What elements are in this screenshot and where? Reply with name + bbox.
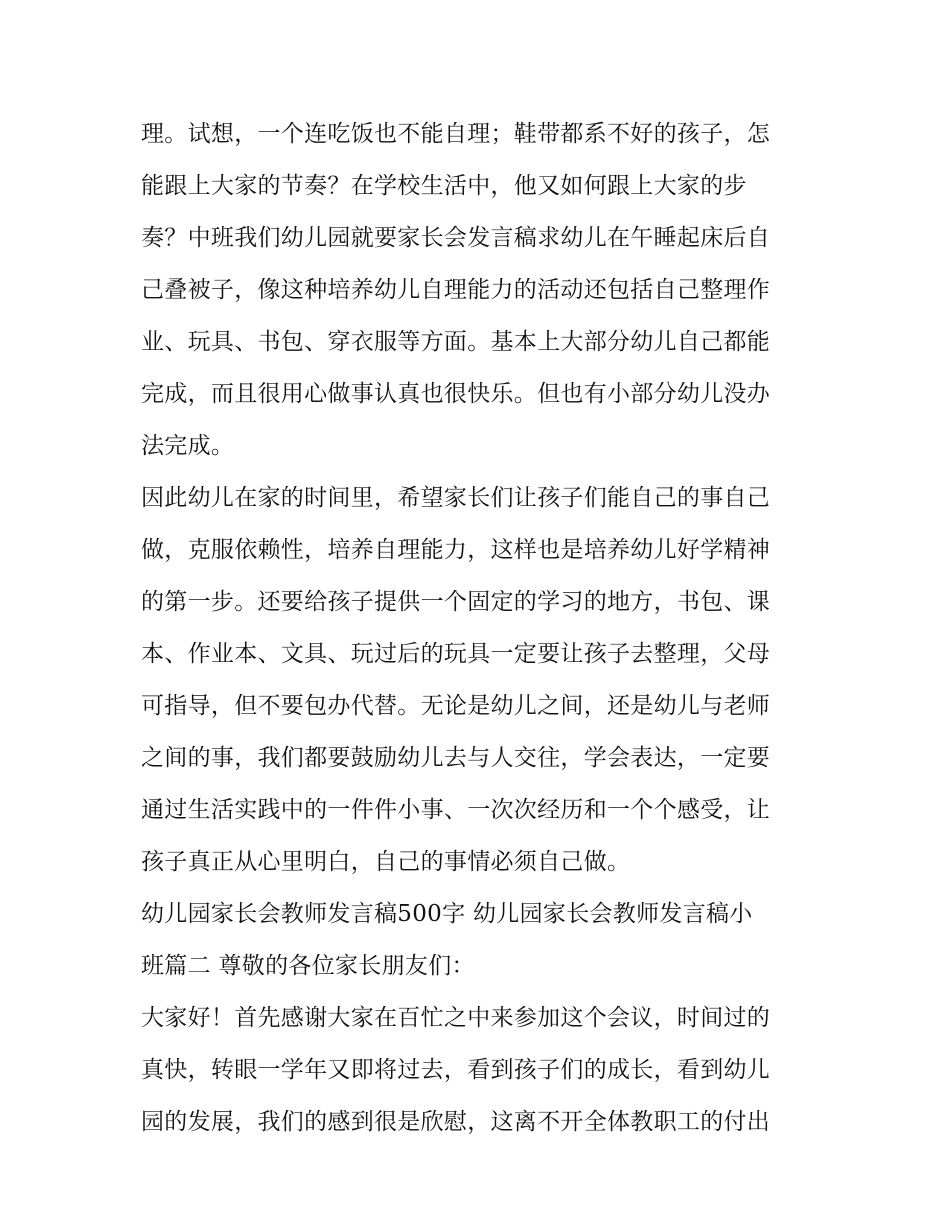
- document-body: [141, 108, 821, 1148]
- text-line: 业、玩具、书包、穿衣服等方面。基本上大部分幼儿自己都能: [141, 329, 771, 355]
- text-line: 可指导，但不要包办代替。无论是幼儿之间，还是幼儿与老师: [141, 693, 771, 719]
- text-line: 法完成。: [141, 433, 235, 459]
- text-line: 孩子真正从心里明白，自己的事情必须自己做。: [141, 849, 631, 875]
- text-line: 园的发展，我们的感到很是欣慰，这离不开全体教职工的付出: [141, 1109, 771, 1135]
- text-line: 理。试想，一个连吃饭也不能自理；鞋带都系不好的孩子，怎: [141, 121, 771, 147]
- text-line: 本、作业本、文具、玩过后的玩具一定要让孩子去整理，父母: [141, 641, 771, 667]
- text-line: 大家好！首先感谢大家在百忙之中来参加这个会议，时间过的: [141, 1005, 771, 1031]
- text-line: 能跟上大家的节奏？在学校生活中，他又如何跟上大家的步: [141, 173, 747, 199]
- text-line: 因此幼儿在家的时间里，希望家长们让孩子们能自己的事自己: [141, 485, 771, 511]
- text-line: 己叠被子，像这种培养幼儿自理能力的活动还包括自己整理作: [141, 277, 771, 303]
- text-line: 之间的事，我们都要鼓励幼儿去与人交往，学会表达，一定要: [141, 745, 771, 771]
- text-line: 真快，转眼一学年又即将过去，看到孩子们的成长，看到幼儿: [141, 1057, 771, 1083]
- text-line: 幼儿园家长会教师发言稿500字 幼儿园家长会教师发言稿小: [141, 901, 753, 927]
- text-line: 的第一步。还要给孩子提供一个固定的学习的地方，书包、课: [141, 589, 771, 615]
- text-line: 完成，而且很用心做事认真也很快乐。但也有小部分幼儿没办: [141, 381, 771, 407]
- text-line: 做，克服依赖性，培养自理能力，这样也是培养幼儿好学精神: [141, 537, 771, 563]
- text-line: 通过生活实践中的一件件小事、一次次经历和一个个感受，让: [141, 797, 771, 823]
- text-line: 奏？中班我们幼儿园就要家长会发言稿求幼儿在午睡起床后自: [141, 225, 771, 251]
- text-line: 班篇二 尊敬的各位家长朋友们：: [141, 953, 475, 979]
